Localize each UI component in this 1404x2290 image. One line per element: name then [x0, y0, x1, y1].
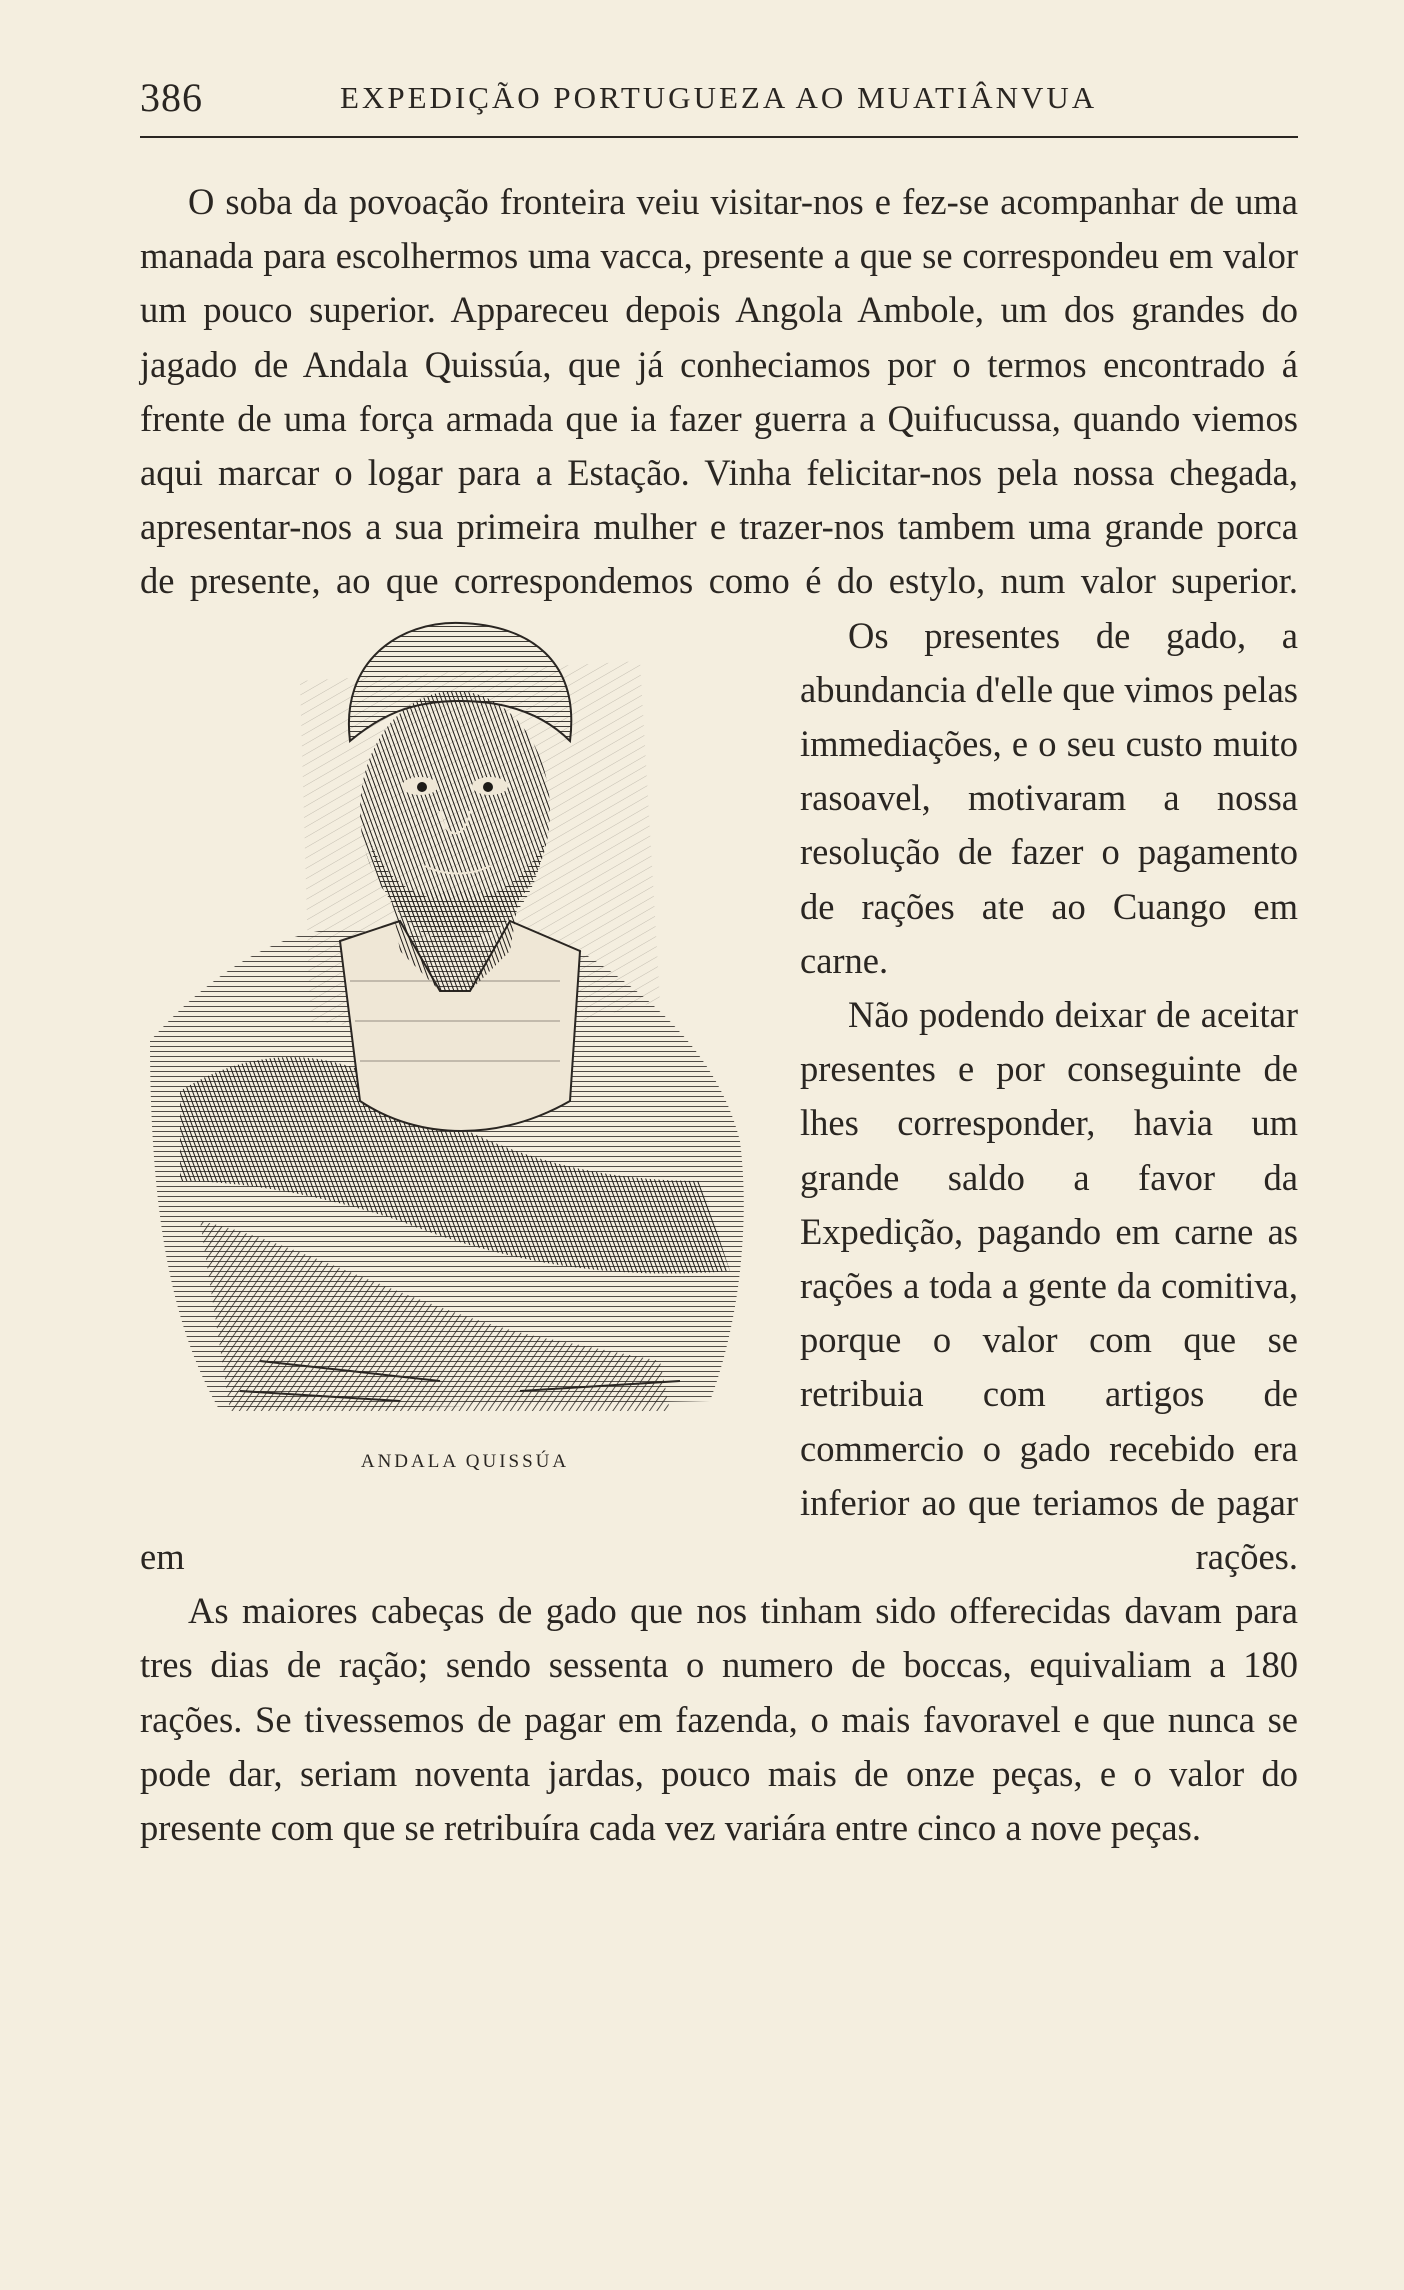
body-text — [140, 175, 1298, 1855]
header-rule — [140, 136, 1298, 138]
figure — [140, 621, 800, 1511]
running-title: EXPEDIÇÃO PORTUGUEZA AO MUATIÂNVUA — [340, 80, 1098, 115]
portrait-engraving — [140, 621, 790, 1441]
paragraph-4: As maiores cabeças de gado que nos tinham sido offerecidas davam para tres dias de ração; sendo sessenta o numero de boccas, equivaliam a 180 rações. Se tivessemos de pagar em fazenda, o mais favoravel e que nunca se pode dar, seriam noventa jardas, pouco mais de onze peças, e o valor do presente com que se retribuíra cada vez variára entre cinco a nove peças. — [140, 1590, 1298, 1849]
figure-caption: ANDALA QUISSÚA — [360, 1450, 570, 1472]
paragraph-1: O soba da povoação fronteira veiu visitar-nos e fez-se acompanhar de uma manada para escolhermos uma vacca, presente a que se correspondeu em valor um pouco superior. Appareceu depois Angola Ambole, um dos grandes do jagado de Andala Quissúa, que já conheciamos por o termos encontrado á frente de uma força armada que ia fazer guerra a Quifucussa, quando viemos aqui marcar o logar para a Estação. Vinha felicitar-nos pela nossa chegada, apresentar-nos a sua primeira mulher e trazer-nos tambem uma grande porca de presente, ao que correspondemos como é do estylo, num valor superior. — [140, 181, 1298, 602]
page-number: 386 — [140, 75, 203, 120]
paragraph-2: Os presentes de gado, a abundancia d'elle que vimos pelas immediações, e o seu custo muito rasoavel, motivaram a nossa resolução de fazer o pagamento de rações ate ao Cuango em carne. — [800, 614, 1298, 981]
paragraph-3: Não podendo deixar de aceitar presentes e por conseguinte de lhes corresponder, havia um grande saldo a favor da Expedição, pagando em carne as rações a toda a gente da comitiva, porque o valor com que se retribuia com artigos de commercio o gado recebido era inferior ao que teriamos de pagar em rações. — [140, 994, 1298, 1578]
running-head — [140, 70, 1298, 130]
